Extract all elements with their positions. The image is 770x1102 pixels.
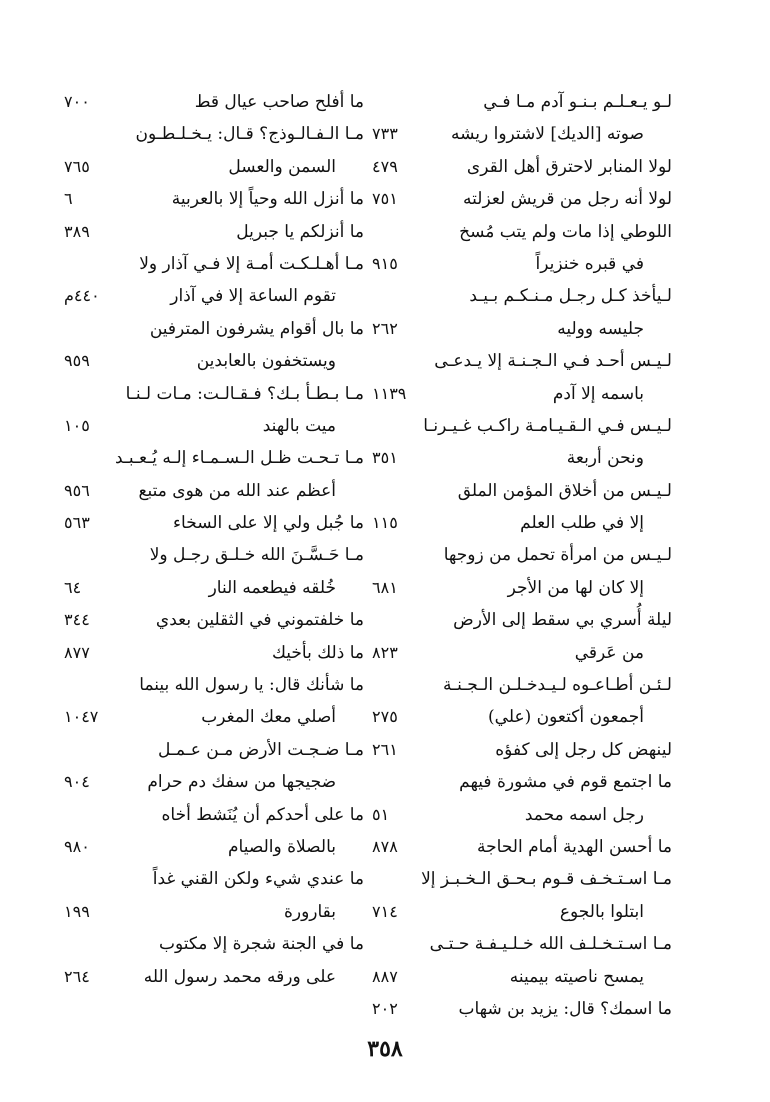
entry-page-reference: ١٠٤٧ — [64, 707, 99, 727]
entry-text: ما بال أقوام يشرفون المترفين — [149, 318, 364, 339]
entry-text: لينهض كل رجل إلى كفؤه — [495, 739, 672, 760]
entry-page-reference: ٢٦٤ — [64, 966, 90, 986]
entry-page-reference: ٤٧٩ — [372, 156, 398, 176]
index-entry-line — [64, 345, 364, 377]
entry-page-reference: ٣٤٤ — [64, 610, 90, 630]
index-entry-line — [64, 604, 364, 636]
index-entry-line — [372, 766, 672, 798]
index-entry-line — [64, 669, 364, 701]
index-entry-line — [64, 248, 364, 280]
entry-page-reference: ٦٤ — [64, 577, 82, 597]
index-entry-line — [64, 475, 364, 507]
entry-page-reference: ١١٣٩ — [372, 383, 407, 403]
index-entry-line — [372, 799, 672, 831]
page-number: ٣٥٨ — [367, 1036, 403, 1062]
index-entry-line — [372, 863, 672, 895]
index-entry-line — [372, 507, 672, 539]
entry-text: ما أفلح صاحب عيال قط — [194, 92, 364, 112]
entry-page-reference: ١٠٥ — [64, 415, 90, 435]
entry-text: ميت بالهند — [262, 415, 336, 436]
entry-text: صوته [الديك] لاشتروا ريشه — [450, 124, 644, 145]
index-entry-line — [64, 863, 364, 895]
entry-text: ما أنزلكم يا جبريل — [236, 221, 364, 242]
entry-page-reference: ٨٧٧ — [64, 642, 90, 662]
index-entry-line — [64, 928, 364, 960]
entry-text: ما أحسن الهدية أمام الحاجة — [477, 836, 672, 857]
index-entry-line — [64, 637, 364, 669]
entry-text: مـا اسـتـخـف قـوم بـحـق الـخـبـز إلا — [421, 869, 672, 890]
index-entry-line — [372, 313, 672, 345]
index-entry-line — [372, 345, 672, 377]
index-entry-line — [64, 442, 364, 474]
index-entry-line — [64, 151, 364, 183]
entry-text: لولا المنابر لاحترق أهل القرى — [466, 156, 672, 177]
entry-text: ما في الجنة شجرة إلا مكتوب — [158, 934, 364, 955]
entry-text: مـا حَـسَّـنَ الله خـلـق رجـل ولا — [149, 545, 364, 566]
entry-page-reference: ٧١٤ — [372, 901, 398, 921]
index-entry-line — [64, 961, 364, 993]
entry-text: لـيـس من امرأة تحمل من زوجها — [443, 545, 672, 566]
entry-text: على ورقه محمد رسول الله — [143, 966, 336, 987]
index-entry-line — [372, 993, 672, 1025]
entry-text: ونحن أربعة — [566, 448, 644, 469]
entry-page-reference: ١١٥ — [372, 513, 398, 533]
index-entry-line — [64, 766, 364, 798]
index-entry-line — [64, 378, 364, 410]
index-entry-line — [64, 896, 364, 928]
entry-text: ما على أحدكم أن يُنَشط أخاه — [161, 804, 364, 825]
entry-text: في قبره خنزيراً — [535, 253, 644, 274]
entry-text: لـئـن أطـاعـوه لـيـدخـلـن الـجـنـة — [443, 675, 672, 696]
index-entry-line — [372, 118, 672, 150]
index-entry-line — [64, 701, 364, 733]
index-entry-line — [372, 151, 672, 183]
index-entry-line — [372, 961, 672, 993]
entry-text: إلا كان لها من الأجر — [507, 577, 644, 598]
entry-text: من عَرقي — [574, 642, 644, 663]
entry-text: ابتلوا بالجوع — [559, 901, 644, 922]
index-entry-line — [64, 572, 364, 604]
entry-text: ضجيجها من سفك دم حرام — [147, 772, 336, 793]
entry-text: ما عندي شيء ولكن القني غداً — [152, 869, 364, 890]
entry-text: لـيـس من أخلاق المؤمن الملق — [457, 480, 672, 501]
index-entry-line — [64, 216, 364, 248]
index-entry-line — [372, 928, 672, 960]
index-entry-line — [372, 216, 672, 248]
entry-page-reference: ٩١٥ — [372, 253, 398, 273]
entry-text: مـا الـفـالـوذج؟ قـال: يـخـلـطـون — [135, 124, 364, 145]
entry-text: ما أنزل الله وحياً إلا بالعربية — [171, 189, 364, 210]
entry-text: تقوم الساعة إلا في آذار — [170, 286, 336, 307]
entry-text: لـيأخذ كـل رجـل مـنـكـم بـيـد — [469, 286, 672, 307]
index-entry-line — [64, 280, 364, 312]
entry-page-reference: ٥١ — [372, 804, 390, 824]
index-entry-line — [64, 313, 364, 345]
entry-page-reference: ٧٦٥ — [64, 156, 90, 176]
index-entry-line — [64, 118, 364, 150]
entry-page-reference: ٢٧٥ — [372, 707, 398, 727]
entry-text: مـا بـطـأ بـك؟ فـقـالـت: مـات لـنـا — [125, 383, 364, 404]
entry-text: ما اسمك؟ قال: يزيد بن شهاب — [458, 998, 672, 1019]
entry-page-reference: ٣٥١ — [372, 448, 398, 468]
entry-text: ما خلفتموني في الثقلين بعدي — [155, 610, 364, 631]
index-entry-line — [64, 183, 364, 215]
entry-text: مـا ضـجـت الأرض مـن عـمـل — [158, 739, 364, 760]
entry-page-reference: ٦٨١ — [372, 577, 398, 597]
entry-page-reference: ٢٦١ — [372, 739, 398, 759]
entry-text: أصلي معك المغرب — [201, 707, 336, 728]
index-entry-line — [372, 86, 672, 118]
index-entry-line — [64, 507, 364, 539]
entry-text: لـيـس أحـد فـي الـجـنـة إلا يـدعـى — [434, 351, 672, 372]
entry-page-reference: ٢٦٢ — [372, 318, 398, 338]
index-entry-line — [64, 831, 364, 863]
entry-text: ما ذلك بأخيك — [271, 642, 364, 663]
entry-text: ما اجتمع قوم في مشورة فيهم — [459, 772, 672, 793]
entry-page-reference: ٩٥٦ — [64, 480, 90, 500]
index-entry-line — [372, 410, 672, 442]
index-entry-line — [64, 539, 364, 571]
entry-text: ما جُبل ولي إلا على السخاء — [173, 513, 364, 534]
entry-text: جليسه ووليه — [557, 318, 644, 339]
index-entry-line — [372, 248, 672, 280]
entry-page-reference: ٣٨٩ — [64, 221, 90, 241]
entry-text: ما شأنك قال: يا رسول الله بينما — [139, 675, 364, 696]
entry-page-reference: ٨٧٨ — [372, 836, 398, 856]
entry-text: ليلة أُسري بي سقط إلى الأرض — [453, 610, 672, 631]
entry-text: يمسح ناصيته بيمينه — [509, 966, 644, 987]
index-entry-line — [372, 572, 672, 604]
entry-text: بقارورة — [283, 901, 336, 922]
entry-page-reference: ٤٤٠م — [64, 286, 100, 306]
entry-text: لـو يـعـلـم بـنـو آدم مـا فـي — [483, 92, 672, 112]
index-entry-line — [64, 86, 364, 118]
entry-page-reference: ٧٣٣ — [372, 124, 398, 144]
entry-text: بالصلاة والصيام — [228, 836, 336, 857]
entry-text: لولا أنه رجل من قريش لعزلته — [463, 189, 672, 210]
entry-text: مـا تـحـت ظـل الـسـمـاء إلـه يُـعـبـد — [115, 448, 364, 469]
entry-text: مـا أهـلـكـت أمـة إلا فـي آذار ولا — [139, 253, 364, 274]
index-entry-line — [372, 669, 672, 701]
index-entry-line — [64, 799, 364, 831]
index-entry-line — [372, 637, 672, 669]
entry-page-reference: ١٩٩ — [64, 901, 90, 921]
index-entry-line — [372, 442, 672, 474]
index-entry-line — [372, 896, 672, 928]
index-entry-line — [372, 604, 672, 636]
index-entry-line — [372, 378, 672, 410]
entry-text: لـيـس فـي الـقـيـامـة راكـب غـيـرنـا — [423, 415, 672, 436]
entry-page-reference: ٨٨٧ — [372, 966, 398, 986]
entry-text: رجل اسمه محمد — [524, 804, 644, 825]
entry-text: مـا اسـتـخـلـف الله خـلـيـفـة حـتـى — [429, 934, 672, 955]
entry-text: إلا في طلب العلم — [520, 513, 644, 534]
index-entry-line — [372, 831, 672, 863]
index-entry-line — [372, 734, 672, 766]
entry-page-reference: ٧٥١ — [372, 189, 398, 209]
entry-text: ويستخفون بالعابدين — [196, 351, 336, 372]
entry-text: أعظم عند الله من هوى متبع — [138, 480, 336, 501]
index-entry-line — [64, 410, 364, 442]
right-column — [372, 86, 672, 1025]
entry-page-reference: ٧٠٠ — [64, 92, 90, 111]
entry-page-reference: ٩٠٤ — [64, 772, 90, 792]
entry-page-reference: ٩٥٩ — [64, 351, 90, 371]
entry-text: اللوطي إذا مات ولم يتب مُسخ — [459, 221, 672, 242]
entry-text: أجمعون أكتعون (علي) — [488, 707, 644, 728]
left-column — [64, 86, 364, 993]
index-entry-line — [372, 280, 672, 312]
entry-page-reference: ٩٨٠ — [64, 836, 90, 856]
entry-text: خُلقه فيطعمه النار — [208, 577, 336, 598]
index-entry-line — [372, 183, 672, 215]
index-entry-line — [372, 701, 672, 733]
index-entry-line — [372, 475, 672, 507]
entry-text: السمن والعسل — [228, 156, 336, 177]
entry-page-reference: ٥٦٣ — [64, 513, 90, 533]
index-entry-line — [372, 539, 672, 571]
index-entry-line — [64, 734, 364, 766]
entry-page-reference: ٢٠٢ — [372, 998, 398, 1018]
entry-page-reference: ٦ — [64, 189, 73, 209]
entry-page-reference: ٨٢٣ — [372, 642, 398, 662]
entry-text: باسمه إلا آدم — [552, 383, 644, 404]
